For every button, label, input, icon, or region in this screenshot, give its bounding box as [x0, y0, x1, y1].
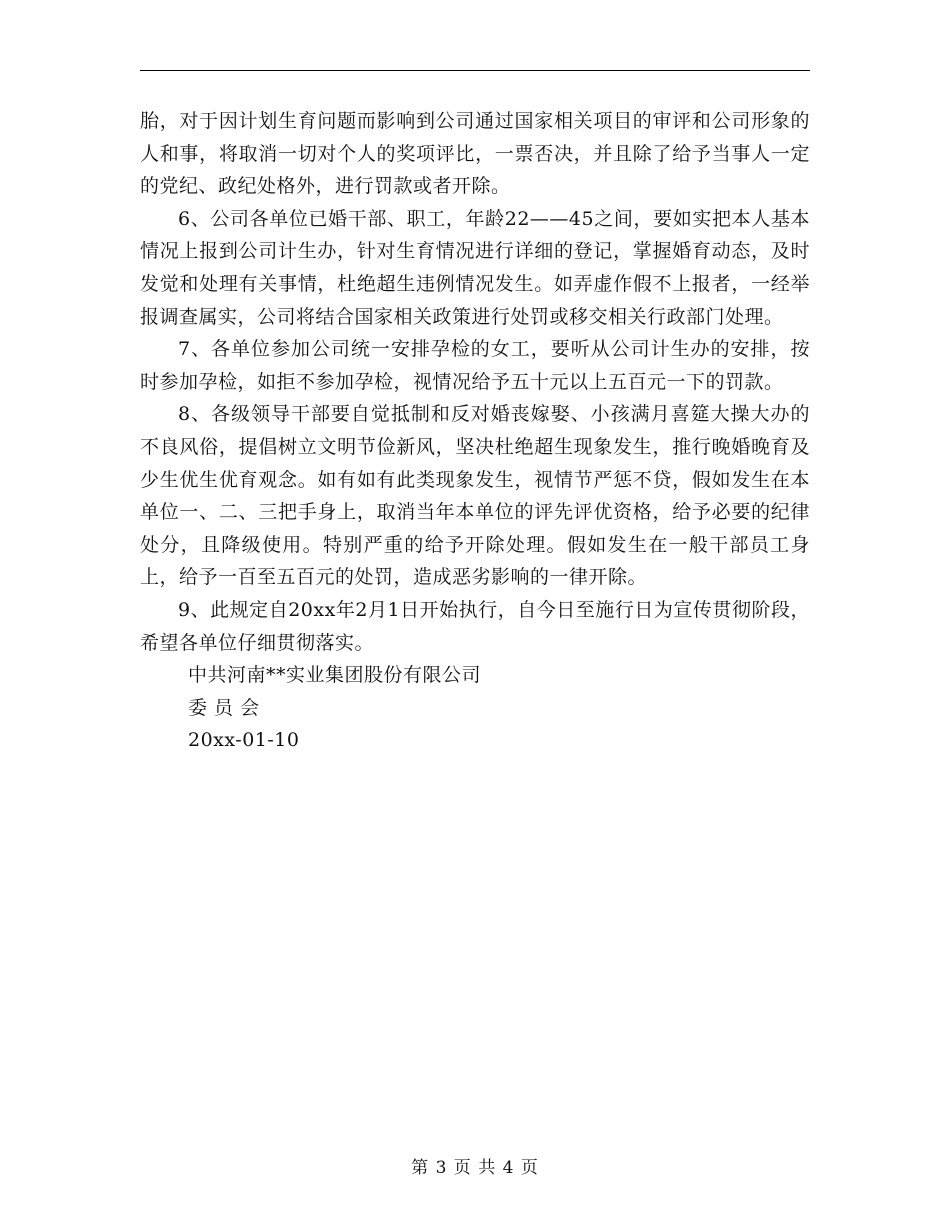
signature-organization: 中共河南**实业集团股份有限公司 [188, 664, 482, 687]
signature-committee: 委 员 会 [188, 696, 260, 719]
signature-date: 20xx-01-10 [188, 729, 300, 752]
header-rule [140, 70, 810, 71]
paragraph-item-8: 8、各级领导干部要自觉抵制和反对婚丧嫁娶、小孩满月喜筵大操大办的不良风俗，提倡树立文明节俭新风，坚决杜绝超生现象发生，推行晚婚晚育及少生优生优育观念。如有如有此类现象发生，视情节严惩不贷，假如发生在本单位一、二、三把手身上，取消当年本单位的评先评优资格，给予必要的纪律处分，且降级使用。特别严重的给予开除处理。假如发生在一般干部员工身上，给予一百至五百元的处罚，造成恶劣影响的一律开除。 [140, 403, 810, 589]
paragraph-item-9: 9、此规定自20xx年2月1日开始执行，自今日至施行日为宣传贯彻阶段，希望各单位仔细贯彻落实。 [140, 598, 810, 654]
paragraph-continuation: 胎，对于因计划生育问题而影响到公司通过国家相关项目的审评和公司形象的人和事，将取消一切对个人的奖项评比，一票否决，并且除了给予当事人一定的党纪、政纪处格外，进行罚款或者开除。 [140, 110, 810, 198]
page-number: 第 3 页 共 4 页 [411, 1158, 539, 1178]
document-body [140, 105, 810, 757]
paragraph-item-6: 6、公司各单位已婚干部、职工，年龄22——45之间，要如实把本人基本情况上报到公司计生办，针对生育情况进行详细的登记，掌握婚育动态，及时发觉和处理有关事情，杜绝超生违例情况发生。如弄虚作假不上报者，一经举报调查属实，公司将结合国家相关政策进行处罚或移交相关行政部门处理。 [140, 207, 810, 328]
paragraph-item-7: 7、各单位参加公司统一安排孕检的女工，要听从公司计生办的安排，按时参加孕检，如拒不参加孕检，视情况给予五十元以上五百元一下的罚款。 [140, 338, 810, 393]
